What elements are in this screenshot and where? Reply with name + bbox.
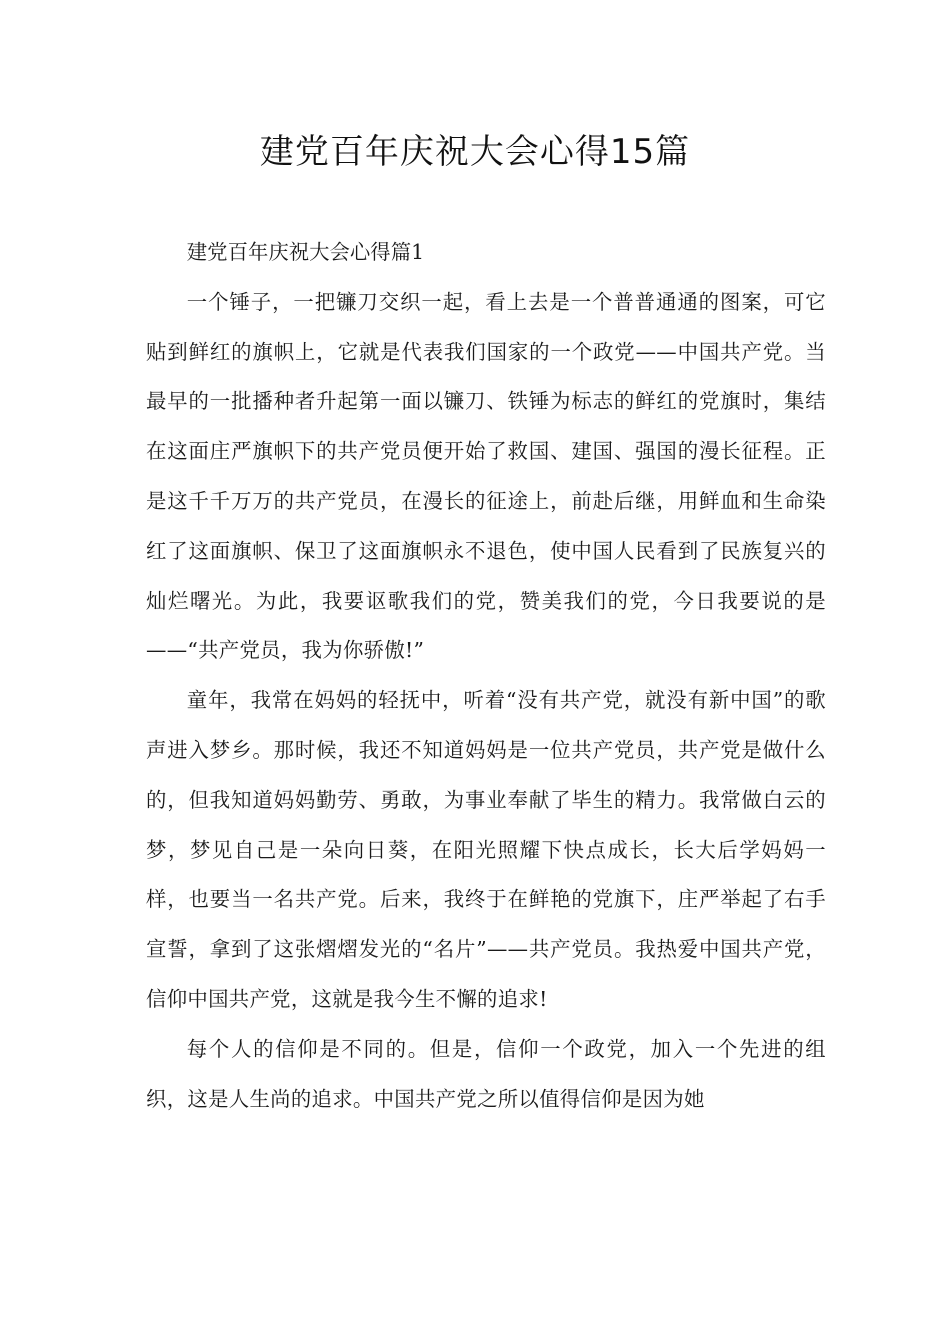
section-heading: 建党百年庆祝大会心得篇1: [186, 240, 425, 264]
document-title: 建党百年庆祝大会心得15篇: [259, 132, 691, 172]
paragraph-1: 一个锤子，一把镰刀交织一起，看上去是一个普普通通的图案，可它贴到鲜红的旗帜上，它就是代表我们国家的一个政党——中国共产党。当最早的一批播种者升起第一面以镰刀、铁锤为标志的鲜红的党旗时，集结在这面庄严旗帜下的共产党员便开始了救国、建国、强国的漫长征程。正是这千千万万的共产党员，在漫长的征途上，前赴后继，用鲜血和生命染红了这面旗帜、保卫了这面旗帜永不退色，使中国人民看到了民族复兴的灿烂曙光。为此，我要讴歌我们的党，赞美我们的党，今日我要说的是——“共产党员，我为你骄傲!”: [146, 289, 826, 663]
document-body: [146, 228, 826, 1124]
paragraph-3: 每个人的信仰是不同的。但是，信仰一个政党，加入一个先进的组织，这是人生尚的追求。中国共产党之所以值得信仰是因为她: [146, 1036, 826, 1111]
paragraph-2: 童年，我常在妈妈的轻抚中，听着“没有共产党，就没有新中国”的歌声进入梦乡。那时候，我还不知道妈妈是一位共产党员，共产党是做什么的，但我知道妈妈勤劳、勇敢，为事业奉献了毕生的精力。我常做白云的梦，梦见自己是一朵向日葵，在阳光照耀下快点成长，长大后学妈妈一样，也要当一名共产党。后来，我终于在鲜艳的党旗下，庄严举起了右手宣誓，拿到了这张熠熠发光的“名片”——共产党员。我热爱中国共产党，信仰中国共产党，这就是我今生不懈的追求!: [146, 688, 826, 1011]
